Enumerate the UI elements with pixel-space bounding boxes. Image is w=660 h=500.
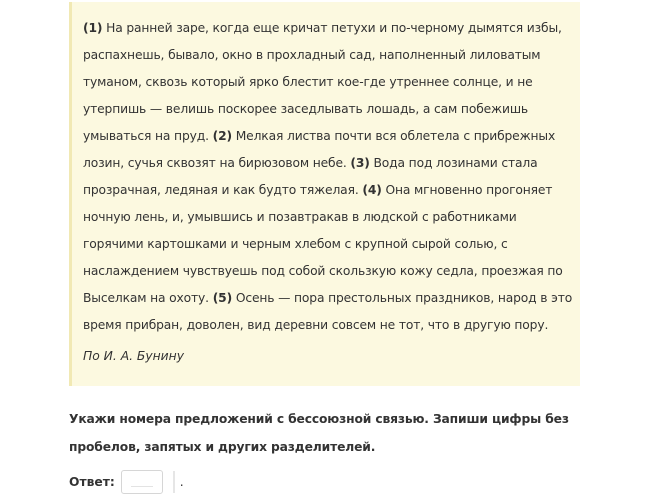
answer-input[interactable] <box>121 470 163 494</box>
sentence-number-2: (2) <box>212 129 232 143</box>
sentence-number-5: (5) <box>212 291 233 305</box>
answer-input-underline <box>131 486 153 487</box>
passage-block <box>69 2 580 386</box>
answer-suffix: . <box>179 474 184 489</box>
sentence-2: Мелкая листва почти вся облетела с прибрежных лозин, сучья сквозят на бирюзовом небе. <box>83 129 556 170</box>
task-text: Укажи номера предложений с бессоюзной связью. Запиши цифры без пробелов, запятых и других разделителей. <box>69 412 569 454</box>
input-divider <box>173 471 175 493</box>
sentence-5: Осень — пора престольных праздников, народ в это время прибран, доволен, вид деревни совсем не тот, что в другую пору. <box>83 291 573 332</box>
sentence-number-1: (1) <box>83 21 103 35</box>
sentence-4: Она мгновенно прогоняет ночную лень, и, умывшись и позавтракав в людской с работниками горячими картошками и черным хлебом с крупной сырой солью, с наслаждением чувствуешь под собой скользкую кожу седла, проезжая по Выселкам на охоту. <box>83 183 563 305</box>
passage-text <box>83 15 573 339</box>
sentence-number-3: (3) <box>350 156 370 170</box>
sentence-1: На ранней заре, когда еще кричат петухи и по-черному дымятся избы, распахнешь, бывало, окно в прохладный сад, наполненный лиловатым туманом, сквозь который ярко блестит кое-где утреннее солнце, и не утерпишь — велишь поскорее заседлывать лошадь, а сам побежишь умываться на пруд. <box>83 21 562 143</box>
sentence-3: Вода под лозинами стала прозрачная, ледяная и как будто тяжелая. <box>83 156 538 197</box>
answer-label: Ответ: <box>69 474 115 489</box>
sentence-number-4: (4) <box>362 183 382 197</box>
answer-row <box>69 468 184 495</box>
passage-source: По И. А. Бунину <box>83 349 184 363</box>
